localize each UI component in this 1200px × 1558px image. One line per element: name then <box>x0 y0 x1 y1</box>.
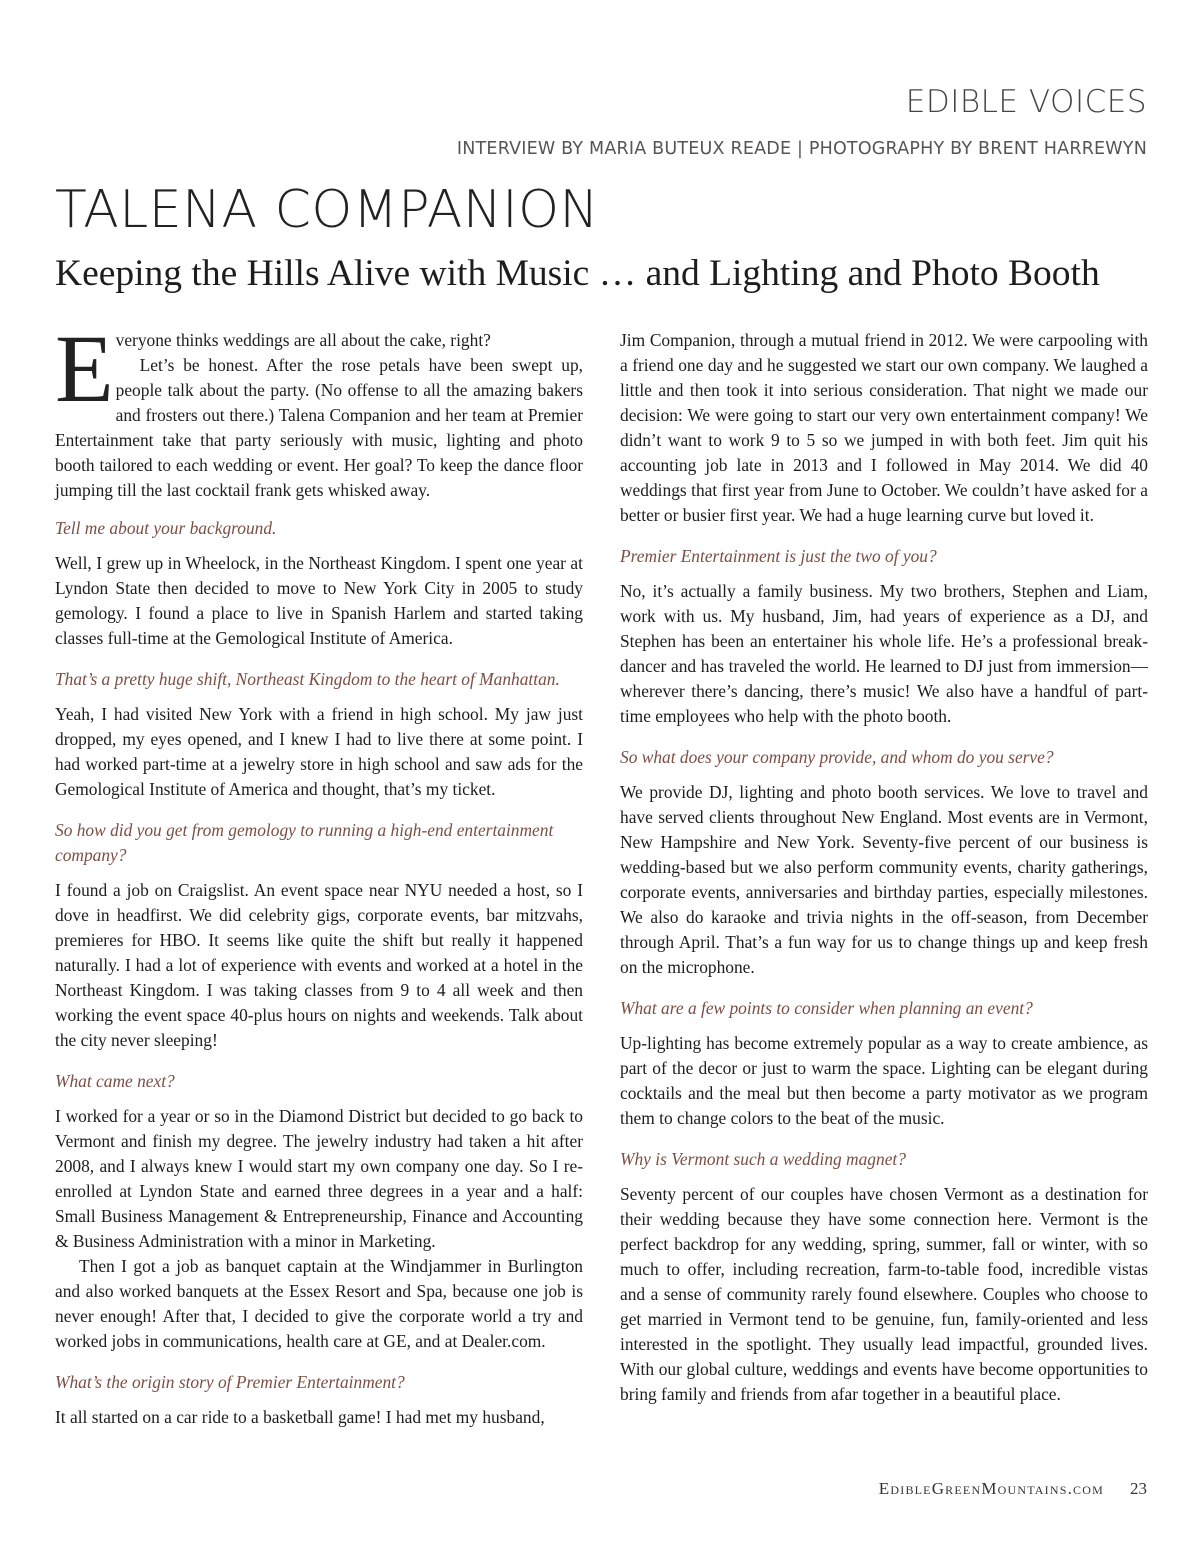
right-column <box>620 328 1148 1407</box>
answer-services: We provide DJ, lighting and photo booth services. We love to travel and have served clients throughout New England. Most events are in Vermont, New Hampshire and New York. Seventy-five percent of our business is wedding-based but we also perform community events, charity gatherings, corporate events, anniversaries and birthday parties, especially milestones. We also do karaoke and trivia nights in the off-season, from December through April. That’s a fun way for us to change things up and keep fresh on the microphone. <box>620 782 1148 977</box>
question-gemology: So how did you get from gemology to running a high-end entertainment company? <box>55 820 554 865</box>
answer-planning: Up-lighting has become extremely popular as a way to create ambience, as part of the decor or just to warm the space. Lighting can be elegant during cocktails and the meal but then become a party motivator as we program them to change colors to the beat of the music. <box>620 1033 1148 1128</box>
left-column <box>55 315 583 1430</box>
answer-gemology: I found a job on Craigslist. An event space near NYU needed a host, so I dove in headfirst. We did celebrity gigs, corporate events, bar mitzvahs, premieres for HBO. It seems like quite the shift but really it happened naturally. I had a lot of experience with events and worked at a hotel in the Northeast Kingdom. I was taking classes from 9 to 4 all week and then working the event space 40-plus hours on nights and weekends. Talk about the city never sleeping! <box>55 880 583 1050</box>
question-next: What came next? <box>55 1071 175 1091</box>
drop-cap: E <box>55 315 114 422</box>
answer-origin-cont: Jim Companion, through a mutual friend in 2012. We were carpooling with a friend one day and he suggested we start our own company. We laughed a little and then took it into serious consideration. That night we made our decision: We were going to start our very own entertainment company! We didn’t want to work 9 to 5 so we jumped in with both feet. Jim quit his accounting job late in 2013 and I followed in May 2014. We did 40 weddings that first year from June to October. We couldn’t have asked for a better or busier first year. We had a huge learning curve but loved it. <box>620 330 1148 525</box>
answer-vermont: Seventy percent of our couples have chosen Vermont as a destination for their wedding because they have some connection here. Vermont is the perfect backdrop for any wedding, spring, summer, fall or winter, with so much to offer, including recreation, farm-to-table food, incredible vistas and a sense of community rarely found elsewhere. Couples who choose to get married in Vermont tend to be genuine, fun, family-oriented and less interested in the spotlight. They usually lead impactful, grounded lives. With our global culture, weddings and events have become opportunities to bring family and friends from afar together in a beautiful place. <box>620 1184 1148 1404</box>
intro-line: veryone thinks weddings are all about the cake, right? <box>115 330 491 350</box>
answer-shift: Yeah, I had visited New York with a friend in high school. My jaw just dropped, my eyes opened, and I knew I had to live there at some point. I had worked part-time at a jewelry store in high school and saw ads for the Gemological Institute of America and thought, that’s my ticket. <box>55 704 583 799</box>
page-number: 23 <box>1130 1479 1147 1498</box>
question-shift: That’s a pretty huge shift, Northeast Kingdom to the heart of Manhattan. <box>55 669 560 689</box>
answer-next: I worked for a year or so in the Diamond District but decided to go back to Vermont and finish my degree. The jewelry industry had taken a hit after 2008, and I always knew I would start my own company one day. So I re-enrolled at Lyndon State and earned three degrees in a year and a half: Small Business Management & Entrepreneurship, Finance and Accounting & Business Administration with a minor in Marketing. <box>55 1106 583 1251</box>
question-planning: What are a few points to consider when planning an event? <box>620 998 1033 1018</box>
question-origin: What’s the origin story of Premier Entertainment? <box>55 1372 405 1392</box>
intro-paragraph-2: Let’s be honest. After the rose petals have been swept up, people talk about the party. (No offense to all the amazing bakers and frosters out there.) Talena Companion and her team at Premier Entertainment take that party seriously with music, lighting and photo booth tailored to each wedding or event. Her goal? To keep the dance floor jumping till the last cocktail frank gets whisked away. <box>55 355 583 500</box>
question-background: Tell me about your background. <box>55 518 277 538</box>
answer-team: No, it’s actually a family business. My two brothers, Stephen and Liam, work with us. My husband, Jim, had years of experience as a DJ, and Stephen has been an entertainer his whole life. He’s a professional break-dancer and has traveled the world. He learned to DJ just from immersion—wherever there’s dancing, there’s music! We also have a handful of part-time employees who help with the photo booth. <box>620 581 1148 726</box>
answer-next-2: Then I got a job as banquet captain at the Windjammer in Burlington and also worked banquets at the Essex Resort and Spa, because one job is never enough! After that, I decided to give the corporate world a try and worked jobs in communications, health care at GE, and at Dealer.com. <box>55 1256 583 1351</box>
byline: INTERVIEW BY MARIA BUTEUX READE | PHOTOGRAPHY BY BRENT HARREWYN <box>456 139 1147 159</box>
question-vermont: Why is Vermont such a wedding magnet? <box>620 1149 906 1169</box>
article-title: TALENA COMPANION <box>55 180 599 240</box>
section-label: EDIBLE VOICES <box>905 84 1147 120</box>
footer-website: EdibleGreenMountains.com <box>878 1479 1104 1498</box>
answer-background: Well, I grew up in Wheelock, in the Northeast Kingdom. I spent one year at Lyndon State then decided to move to New York City in 2005 to study gemology. I found a place to live in Spanish Harlem and started taking classes full-time at the Gemological Institute of America. <box>55 553 583 648</box>
question-services: So what does your company provide, and whom do you serve? <box>620 747 1054 767</box>
answer-origin: It all started on a car ride to a basketball game! I had met my husband, <box>55 1407 545 1427</box>
question-team: Premier Entertainment is just the two of you? <box>620 546 937 566</box>
article-subtitle: Keeping the Hills Alive with Music … and Lighting and Photo Booth <box>55 253 1100 294</box>
intro-paragraph <box>55 315 583 422</box>
